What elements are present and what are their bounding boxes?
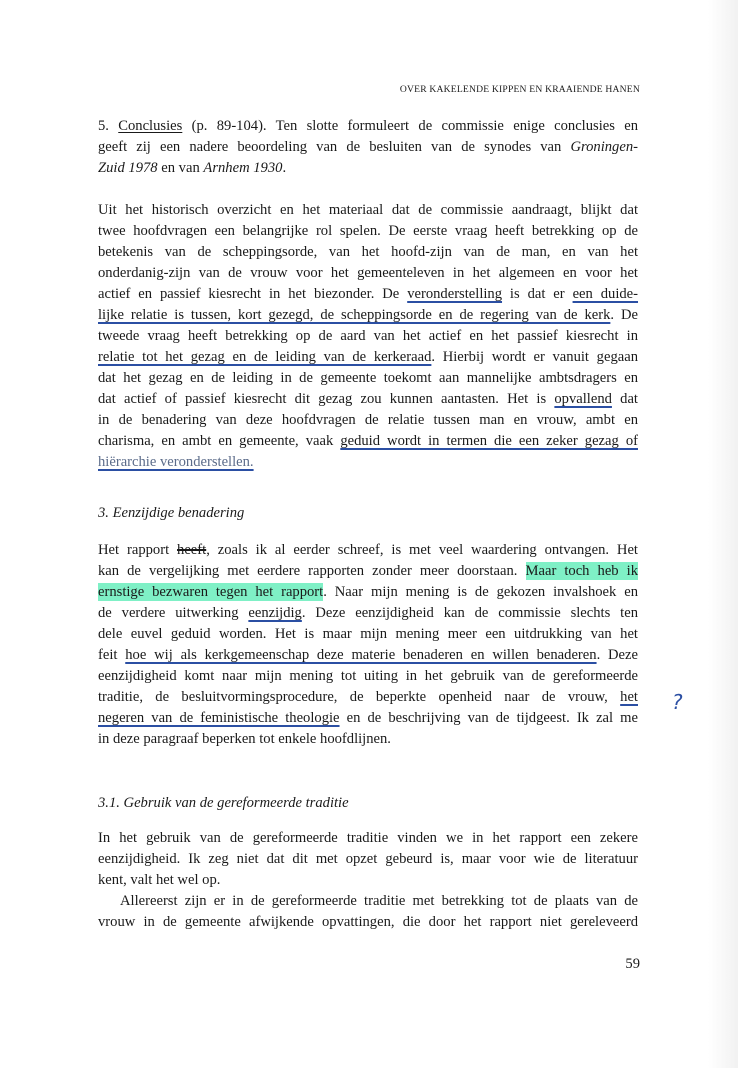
italic-place: Groningen- xyxy=(570,139,638,155)
text-line: en van xyxy=(157,160,204,176)
paragraph-4 xyxy=(98,891,638,933)
text-line: in deze paragraaf beperken tot enkele hoofdlijnen. xyxy=(98,731,391,747)
pen-underline: negeren van de feministische theologie xyxy=(98,710,340,726)
text-line: vrouw in de gemeente afwijkende opvattingen, die door het rapport niet gereleveerd xyxy=(98,914,638,930)
text-line: in de benadering van deze hoofdvragen de relatie tussen man en vrouw, ambt en xyxy=(98,412,638,428)
text-line: dele euvel geduid worden. Het is maar mijn mening meer een uitdrukking van het xyxy=(98,626,638,642)
text-line: onderdanig-zijn van de vrouw voor het gemeenteleven in het algemeen en voor het xyxy=(98,265,638,281)
text-line: . Deze eenzijdigheid kan de commissie slechts ten xyxy=(301,605,638,621)
text-line: . Deze xyxy=(596,647,638,663)
text-line: . Naar mijn mening is de gekozen invalshoek en xyxy=(323,584,638,600)
pen-underline: opvallend xyxy=(554,391,612,407)
punctuation: . xyxy=(282,160,287,176)
pen-underline: relatie tot het gezag en de leiding van de kerkeraad xyxy=(98,349,432,365)
text-line: . De xyxy=(610,307,638,323)
paragraph-3 xyxy=(98,828,638,891)
text-line: kan de vergelijking met eerdere rapporten zonder meer doorstaan. xyxy=(98,563,526,579)
text-line: traditie, de besluitvormingsprocedure, de beperkte openheid naar de vrouw, xyxy=(98,689,621,705)
pen-underline: geduid wordt in termen die een zeker gezag of xyxy=(340,433,638,449)
text-line: charisma, en ambt en gemeente, vaak xyxy=(98,433,341,449)
highlighted-text: Maar toch heb ik xyxy=(525,563,638,579)
text-line: . Hierbij wordt er vanuit gegaan xyxy=(431,349,638,365)
text-line: tweede vraag heeft betrekking op de aard van het actief en het passief kiesrecht in xyxy=(98,328,638,344)
section-number: 5. xyxy=(98,118,119,134)
paragraph-1 xyxy=(98,200,638,473)
pen-underline: veronderstelling xyxy=(407,286,503,302)
text-line: geeft zij een nadere beoordeling van de besluiten van de synodes van xyxy=(98,139,571,155)
section-5-conclusies xyxy=(98,116,638,179)
text-line: In het gebruik van de gereformeerde traditie vinden we in het rapport een zekere xyxy=(98,830,638,846)
pen-underline: hiërarchie veronderstellen. xyxy=(98,454,254,470)
section-3-heading: 3. Eenzijdige benadering xyxy=(98,505,245,521)
text-line: actief en passief kiesrecht in het biezonder. De xyxy=(98,286,408,302)
text-line: Het rapport xyxy=(98,542,178,558)
text-line: eenzijdigheid. Ik zeg niet dat dit met opzet gebeurd is, maar voor wie de literatuur xyxy=(98,851,638,867)
pen-underline: hoe wij als kerkgemeenschap deze materie benaderen en willen benaderen xyxy=(125,647,597,663)
text-line: feit xyxy=(98,647,126,663)
page-number: 59 xyxy=(625,956,640,972)
text-line: dat xyxy=(611,391,638,407)
text-line: de verdere uitwerking xyxy=(98,605,249,621)
pen-underline: eenzijdig xyxy=(248,605,302,621)
italic-place: Zuid 1978 xyxy=(98,160,158,176)
struck-word: heeft xyxy=(177,542,207,558)
text-line: kent, valt het wel op. xyxy=(98,872,221,888)
handwritten-question-mark: ? xyxy=(672,690,683,714)
text-line: dat actief of passief kiesrecht dit gezag zou kunnen aantasten. Het is xyxy=(98,391,547,407)
page-edge-shadow xyxy=(708,0,738,1068)
section-title-conclusies: Conclusies xyxy=(118,118,183,134)
text-line: , zoals ik al eerder schreef, is met veel waardering ontvangen. Het xyxy=(206,542,638,558)
text-line: dat het gezag en de leiding in de gemeente toekomt aan mannelijke ambtsdragers en xyxy=(98,370,638,386)
text-line: twee hoofdvragen een belangrijke rol spelen. De eerste vraag heeft betrekking op de xyxy=(98,223,638,239)
highlighted-text: ernstige bezwaren tegen het rapport xyxy=(98,584,324,600)
pen-underline: lijke relatie is tussen, kort gezegd, de scheppingsorde en de regering van de kerk xyxy=(98,307,611,323)
italic-place: Arnhem 1930 xyxy=(203,160,283,176)
section-3-1-heading: 3.1. Gebruik van de gereformeerde traditie xyxy=(98,795,349,811)
text-line: en de beschrijving van de tijdgeest. Ik zal me xyxy=(339,710,638,726)
pen-underline: een duide- xyxy=(572,286,639,302)
text-line: (p. 89-104). Ten slotte formuleert de commissie enige conclusies en xyxy=(182,118,638,134)
running-header: OVER KAKELENDE KIPPEN EN KRAAIENDE HANEN xyxy=(399,84,640,95)
text-line: Uit het historisch overzicht en het materiaal dat de commissie aandraagt, blijkt dat xyxy=(98,202,638,218)
text-line: betekenis van de scheppingsorde, van het hoofd-zijn van de man, en van het xyxy=(98,244,638,260)
text-line: Allereerst zijn er in de gereformeerde traditie met betrekking tot de plaats van de xyxy=(120,893,638,909)
text-line: is dat er xyxy=(502,286,573,302)
paragraph-2 xyxy=(98,540,638,750)
pen-underline: het xyxy=(620,689,638,705)
text-line: eenzijdigheid komt naar mijn mening tot uiting in het gebruik van de gereformeerde xyxy=(98,668,638,684)
